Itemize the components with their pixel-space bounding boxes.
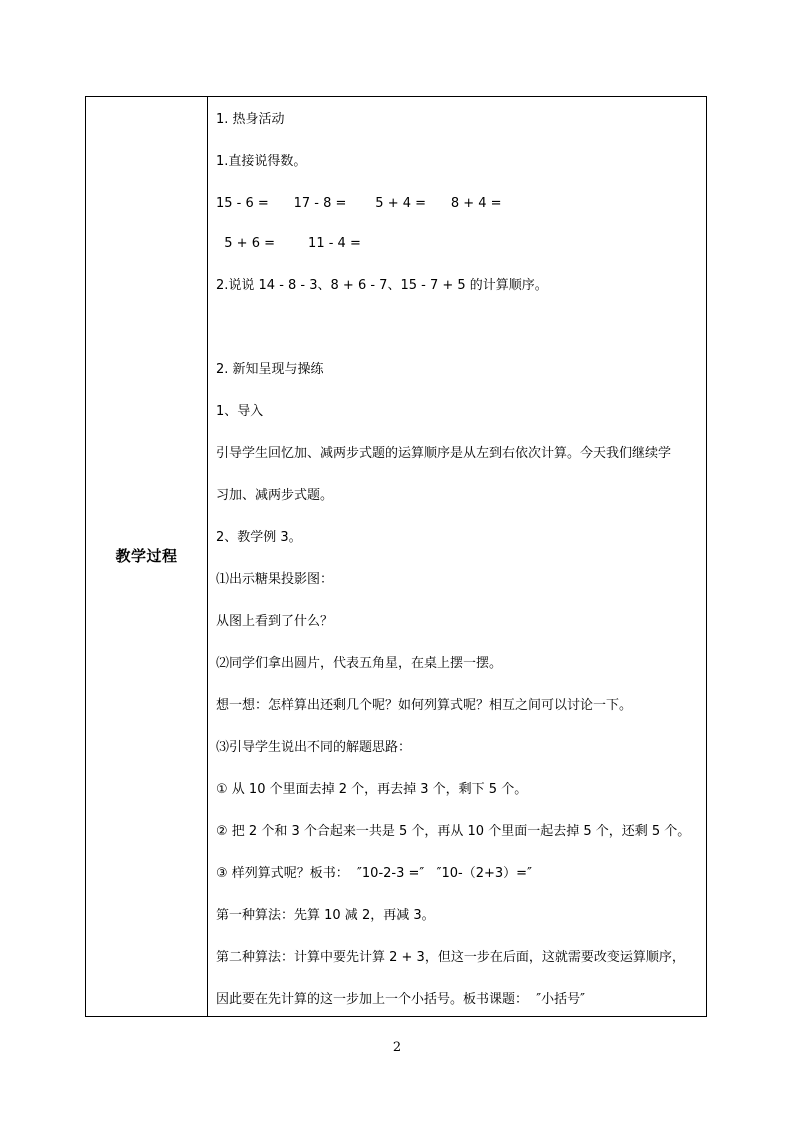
content-line: 从图上看到了什么？ [216,614,334,629]
content-line: ⑴出示糖果投影图： [216,572,334,587]
content-line: ② 把 2 个和 3 个合起来一共是 5 个，再从 10 个里面一起去掉 5 个，还剩 5 个。 [216,824,691,839]
content-line: 第二种算法：计算中要先计算 2 + 3，但这一步在后面，这就需要改变运算顺序， [216,950,685,965]
lesson-table [85,96,707,1017]
column-divider [207,97,208,1016]
content-line: ① 从 10 个里面去掉 2 个，再去掉 3 个，剩下 5 个。 [216,782,528,797]
content-line: 1. 热身活动 [216,112,285,127]
content-line: ③ 样列算式呢？板书： ″10-2-3 =″ ″10-（2+3）=″ [216,866,532,881]
content-line: 1.直接说得数。 [216,154,307,169]
content-line: 因此要在先计算的这一步加上一个小括号。板书课题： ″小括号″ [216,992,585,1007]
content-line: 5 + 6 = 11 - 4 = [216,236,361,251]
content-line: 引导学生回忆加、减两步式题的运算顺序是从左到右依次计算。今天我们继续学 [216,446,672,461]
content-line: 15 - 6 = 17 - 8 = 5 + 4 = 8 + 4 = [216,196,502,211]
content-line: 2. 新知呈现与操练 [216,362,324,377]
content-line: ⑵同学们拿出圆片，代表五角星，在桌上摆一摆。 [216,656,503,671]
content-line: 1、导入 [216,404,264,419]
section-label: 教学过程 [115,547,178,565]
content-line: 习加、减两步式题。 [216,488,334,503]
content-line: 第一种算法：先算 10 减 2，再减 3。 [216,908,435,923]
content-line: 2.说说 14 - 8 - 3、8 + 6 - 7、15 - 7 + 5 的计算顺序。 [216,278,548,293]
page-number: 2 [392,1040,402,1055]
content-line: 想一想：怎样算出还剩几个呢？如何列算式呢？相互之间可以讨论一下。 [216,698,633,713]
content-line: ⑶引导学生说出不同的解题思路： [216,740,412,755]
content-line: 2、教学例 3。 [216,530,302,545]
